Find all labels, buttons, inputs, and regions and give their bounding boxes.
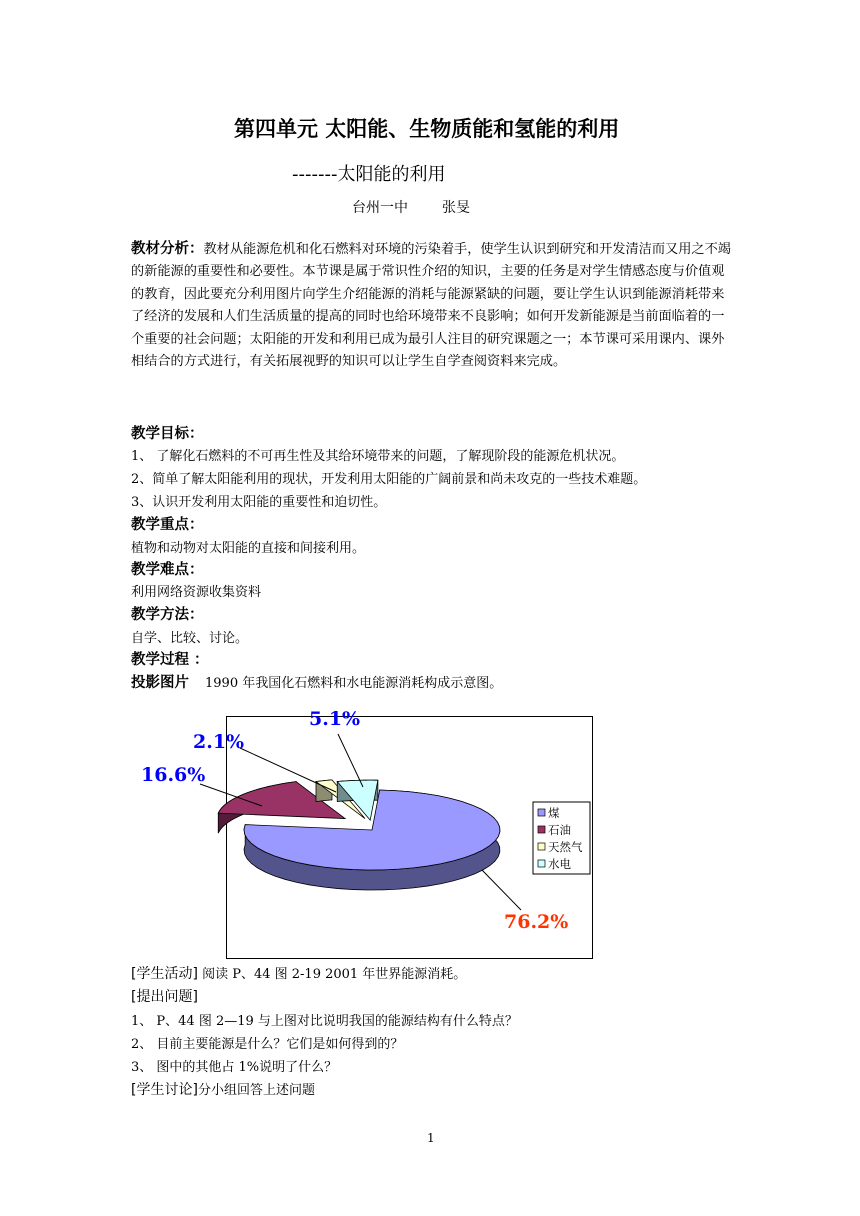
page-number: 1: [427, 1131, 435, 1145]
legend-swatch: [538, 860, 545, 867]
difficulty-text: 利用网络资源收集资料: [131, 585, 262, 600]
goal-item: 3、认识开发利用太阳能的重要性和迫切性。: [131, 495, 387, 510]
question-item: 3、 图中的其他占 1%说明了什么？: [131, 1060, 338, 1075]
legend-swatch: [538, 843, 545, 850]
process-heading: 教学过程 ：: [131, 652, 209, 668]
goal-item: 2、简单了解太阳能利用的现状，开发利用太阳能的广阔前景和尚未攻克的一些技术难题。: [131, 472, 647, 487]
discussion-label: [学生讨论]: [131, 1082, 198, 1098]
leader-line: [482, 870, 521, 910]
key-text: 植物和动物对太阳能的直接和间接利用。: [131, 541, 366, 556]
leader-line: [338, 734, 363, 787]
activity-text: 阅读 P、44 图 2-19 2001 年世界能源消耗。: [197, 967, 467, 982]
method-heading: 教学方法：: [131, 607, 204, 623]
projection-text: 1990 年我国化石燃料和水电能源消耗构成示意图。: [205, 676, 503, 691]
method-text: 自学、比较、讨论。: [131, 631, 249, 646]
legend-entry: 煤: [548, 806, 560, 820]
question-item: 2、 目前主要能源是什么？它们是如何得到的？: [131, 1037, 404, 1052]
document-subtitle: -------太阳能的利用: [292, 164, 446, 185]
legend-entry: 石油: [548, 823, 571, 837]
activity-line: [131, 963, 466, 983]
key-heading: 教学重点：: [131, 517, 204, 533]
analysis-label: 教材分析：: [131, 241, 204, 257]
discussion-text: 分小组回答上述问题: [197, 1083, 315, 1098]
legend-swatch: [538, 809, 545, 816]
difficulty-heading: 教学难点：: [131, 562, 204, 578]
data-label-煤: 76.2%: [504, 911, 569, 933]
legend-entry: 水电: [548, 857, 571, 871]
pie-slice-水电: [337, 780, 378, 820]
goals-heading: 教学目标：: [131, 426, 204, 442]
analysis-text: 教材从能源危机和化石燃料对环境的污染着手，使学生认识到研究和开发清洁而又用之不竭的新能源的重要性和必要性。本节课是属于常识性介绍的知识，主要的任务是对学生情感态度与价值观的教育，因此要充分利用图片向学生介绍能源的消耗与能源紧缺的问题，要让学生认识到能源消耗带来了经济的发展和人们生活质量的提高的同时也给环境带来不良影响；如何开发新能源是当前面临着的一个重要的社会问题；太阳能的开发和利用已成为最引人注目的研究课题之一；本节课可采用课内、课外相结合的方式进行，有关拓展视野的知识可以让学生自学查阅资料来完成。: [131, 242, 731, 370]
projection-label: 投影图片: [131, 675, 189, 691]
data-label-水电: 5.1%: [309, 708, 361, 730]
data-label-石油: 16.6%: [141, 764, 206, 786]
document-title: 第四单元 太阳能、生物质能和氢能的利用: [234, 117, 620, 141]
data-label-天然气: 2.1%: [193, 731, 245, 753]
school-name: 台州一中: [352, 200, 408, 216]
legend-swatch: [538, 826, 545, 833]
legend-entry: 天然气: [548, 840, 583, 854]
discussion-line: [131, 1079, 315, 1099]
activity-label: [学生活动]: [131, 966, 198, 982]
teacher-name: 张旻: [442, 200, 470, 216]
goal-item: 1、 了解化石燃料的不可再生性及其给环境带来的问题，了解现阶段的能源危机状况。: [131, 449, 625, 464]
questions-label: [提出问题]: [131, 989, 198, 1005]
question-item: 1、 P、44 图 2—19 与上图对比说明我国的能源结构有什么特点？: [131, 1014, 518, 1029]
